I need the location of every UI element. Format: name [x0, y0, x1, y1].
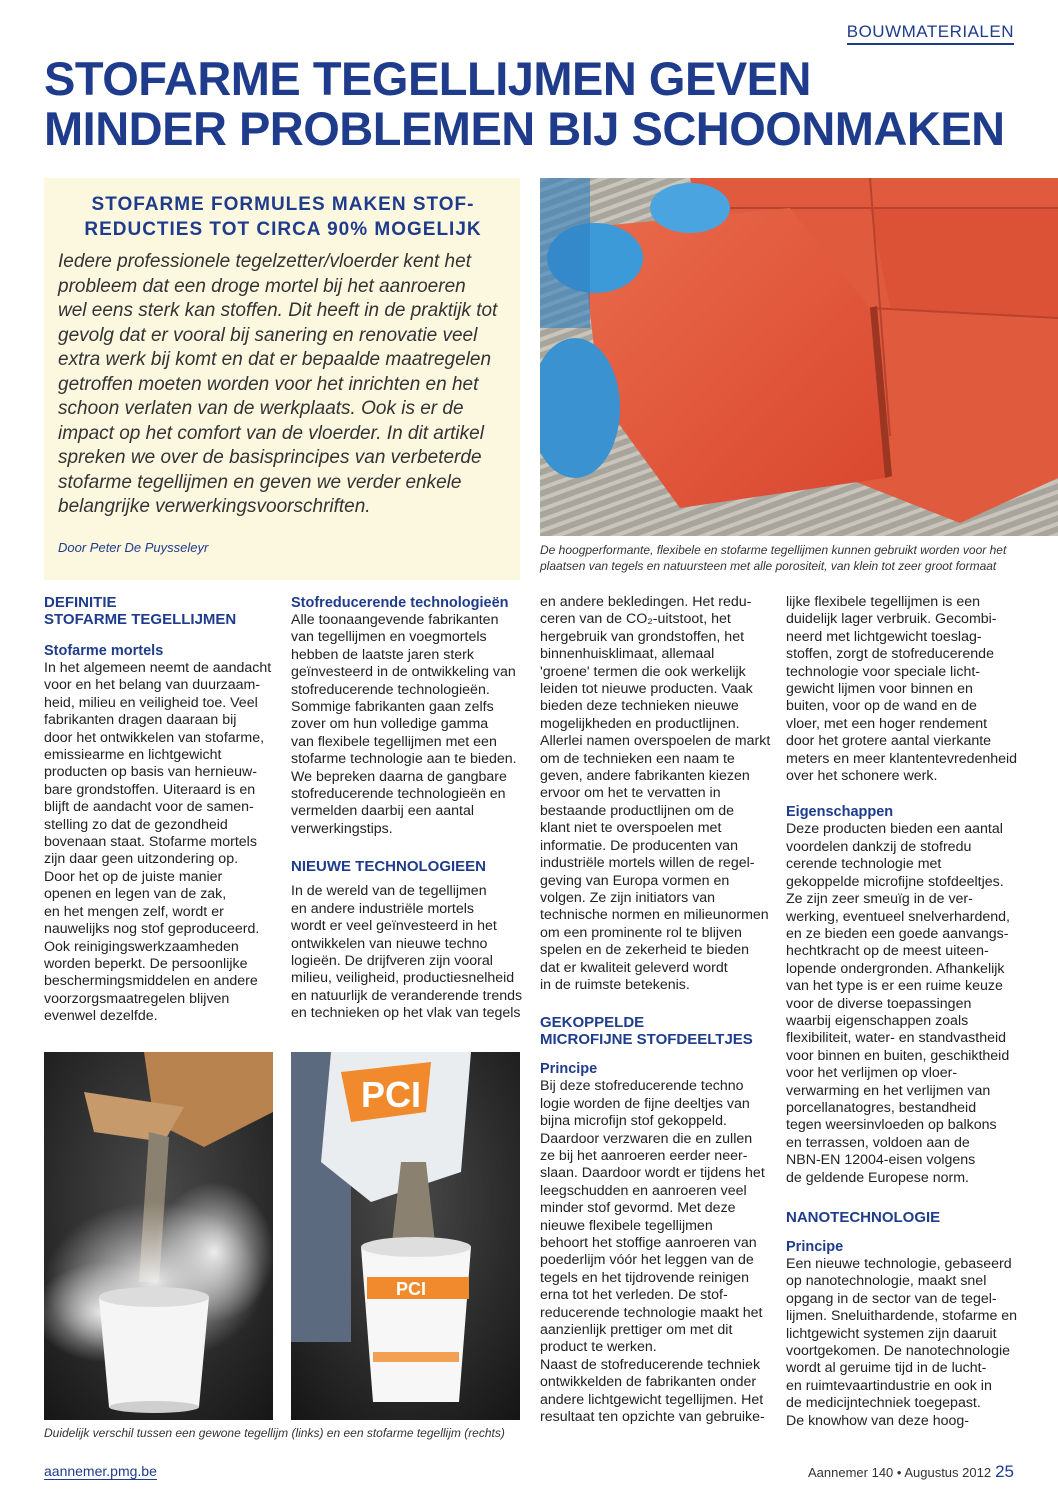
text-line: bare grondstoffen. Uiteraard is en	[44, 781, 256, 798]
section-heading-definitie	[44, 594, 270, 628]
text-line: stofreducerende technologieën en	[291, 786, 506, 803]
text-line: industriële mortels willen de regel-	[540, 855, 755, 872]
text-line: blijft de aandacht voor de samen-	[44, 799, 254, 816]
text-line: stelling zo dat de gezondheid	[44, 816, 228, 833]
text-line: wordt er veel geïnvesteerd in het	[291, 918, 497, 935]
text-line: We bepreken daarna de gangbare	[291, 768, 507, 785]
dusty-bucket-illustration	[44, 1052, 273, 1420]
text-line: en andere industriële mortels	[291, 900, 474, 917]
text-line: extra werk bij komt en dat er bepaalde maatregelen	[58, 349, 492, 370]
text-line: Deze producten bieden een aantal	[786, 821, 1003, 838]
text-line: Een nieuwe technologie, gebaseerd	[786, 1256, 1012, 1272]
text-line: milieu, veiligheid, productiesnelheid	[291, 970, 515, 987]
text-line: spelen en de zekerheid te bieden	[540, 942, 750, 959]
text-line: minder stof gevormd. Met deze	[540, 1200, 736, 1217]
intro-body	[58, 250, 508, 520]
text-line: meters en meer klantentevredenheid	[786, 750, 1018, 767]
text-line: gevolg dat er vooral bij sanering en renovatie veel	[58, 324, 478, 346]
text-line: impact op het comfort van de vloerder. In dit artikel	[58, 422, 484, 444]
text-line: werking, eventueel snelverhardend,	[786, 908, 1010, 925]
text-line: schoon verlaten van de werkplaats. Ook is er de	[58, 398, 464, 419]
text-line: door het grotere aantal vierkante	[786, 733, 992, 750]
text-line: logie worden de fijne deeltjes van	[540, 1095, 750, 1112]
text-line: neerd met lichtgewicht toeslag-	[786, 628, 982, 645]
text-line: vermelden daarbij een aantal	[291, 803, 474, 820]
text-line: leiden tot nieuwe producten. Vaak	[540, 681, 753, 698]
text-line: opgang in de sector van de tegel-	[786, 1290, 997, 1307]
text-line: de geldende Europese norm.	[786, 1169, 969, 1186]
text-line: flexibiliteit, water- en standvastheid	[786, 1030, 1007, 1047]
text-line: fabrikanten dragen daaraan bij	[44, 712, 237, 729]
text-line: en technieken op het vlak van tegels	[291, 1005, 521, 1022]
text-line: verwerkingstips.	[291, 820, 393, 837]
caption-top	[540, 542, 1050, 574]
text-line: van het type is er een ruime keuze	[786, 978, 1003, 995]
headline	[44, 54, 1024, 154]
text-line: en ruimtevaartindustrie en ook in	[786, 1377, 992, 1394]
text-line: producten op basis van hernieuw-	[44, 764, 257, 781]
text-line: tegels en het tijdrovende reinigen	[540, 1269, 750, 1286]
text-line: klant niet te overspoelen met	[540, 820, 722, 837]
text-line: voor en het belang van duurzaam-	[44, 677, 261, 694]
website-link[interactable]: aannemer.pmg.be	[44, 1463, 157, 1479]
text-line: stoffen, zorgt de stofreducerende	[786, 646, 994, 663]
subheading-principe: Principe	[540, 1061, 598, 1078]
column-2	[291, 594, 523, 1023]
text-line: slaan. Daardoor wordt er tijdens het	[540, 1165, 765, 1182]
text-line: ervoor om het te vervatten in	[540, 785, 721, 802]
text-line: beschermingsmiddelen en andere	[44, 973, 258, 990]
subheading-stofarme-mortels: Stofarme mortels	[44, 643, 164, 659]
intro-title-line: REDUCTIES TOT CIRCA 90% MOGELIJK	[84, 219, 482, 240]
text-line: Door het op de juiste manier	[44, 868, 223, 885]
text-line: en het mengen zelf, wordt er	[44, 903, 224, 920]
text-line: Sommige fabrikanten gaan zelfs	[291, 699, 494, 716]
text-line: reducerende technologie maakt het	[540, 1304, 763, 1321]
text-line: nauwelijks nog stof geproduceerd.	[44, 921, 260, 938]
text-line: tegen weersinvloeden op balkons	[786, 1117, 997, 1134]
column-3	[540, 594, 770, 1426]
headline-line: MINDER PROBLEMEN BIJ SCHOONMAKEN	[44, 102, 1005, 155]
text-line: stofarme technologie aan te bieden.	[291, 751, 517, 768]
byline: Door Peter De Puysseleyr	[58, 539, 209, 555]
issue-label: Aannemer 140 • Augustus 2012	[808, 1465, 992, 1480]
text-line: nieuwe flexibele tegellijmen	[540, 1217, 713, 1234]
text-line: Ook reinigingswerkzaamheden	[44, 938, 239, 955]
text-line: hechtkracht op de meest uiteen-	[786, 943, 989, 960]
text-line: getroffen moeten worden voor het inrichten en het	[58, 373, 479, 395]
text-line: bijna microfijn stof gekoppeld.	[540, 1113, 727, 1130]
text-line: NBN-EN 12004-eisen volgens	[786, 1152, 976, 1169]
section-heading-gekoppelde	[540, 1014, 770, 1048]
text-line: waarbij eigenschappen zoals	[786, 1012, 969, 1029]
text-line: erna tot het verleden. De stof-	[540, 1287, 728, 1304]
bag-brand-text: PCI	[361, 1074, 422, 1115]
text-line: cerende technologie met	[786, 856, 942, 873]
text-line: lopende ondergronden. Afhankelijk	[786, 960, 1005, 977]
bucket-brand-text: PCI	[396, 1279, 427, 1299]
text-line: porcellanatogres, bestandheid	[786, 1099, 977, 1116]
text-line: lijke flexibele tegellijmen is een	[786, 594, 980, 610]
text-line: op nanotechnologie, maakt snel	[786, 1273, 987, 1290]
text-line: van tegellijmen en voegmortels	[291, 629, 487, 646]
section-heading-nieuwe-technologieen: NIEUWE TECHNOLOGIEEN	[291, 858, 487, 876]
text-line: ontwikkelden de fabrikanten onder	[540, 1374, 757, 1391]
text-line: volgen. Ze zijn initiators van	[540, 889, 716, 906]
section-heading-nanotechnologie: NANOTECHNOLOGIE	[786, 1209, 941, 1226]
text-line: binnenhuisklimaat, allemaal	[540, 646, 715, 663]
subheading-stofreducerende: Stofreducerende technologieën	[291, 595, 509, 611]
text-line: van flexibele tegellijmen met een	[291, 733, 497, 750]
text-line: leegschudden en aanroeren veel	[540, 1182, 747, 1199]
text-line: geving van Europa vormen en	[540, 872, 730, 889]
text-line: hergebruik van grondstoffen, het	[540, 628, 745, 645]
tile-photo-illustration	[540, 178, 1058, 536]
text-line: dat er kwaliteit geleverd wordt	[540, 959, 728, 976]
text-line: voor het verlijmen op vloer-	[786, 1065, 958, 1082]
text-line: Daardoor verzwaren die en zullen	[540, 1130, 753, 1147]
column-4	[786, 594, 1016, 1430]
text-line: lijmen. Sneluithardende, stofarme en	[786, 1308, 1018, 1325]
clean-bucket-illustration	[291, 1052, 520, 1420]
text-line: 'groene' termen die ook werkelijk	[540, 663, 746, 680]
text-line: voor binnen en buiten, geschiktheid	[786, 1047, 1010, 1064]
caption-line: De hoogperformante, flexibele en stofarme tegellijmen kunnen gebruikt worden voor het	[540, 543, 1007, 557]
text-line: zover om hun volledige gamma	[291, 716, 489, 733]
column-4-body-2	[786, 821, 1016, 1187]
text-line: om een prominente rol te blijven	[540, 924, 742, 941]
text-line: voortgekomen. De nanotechnologie	[786, 1343, 1011, 1360]
column-4-body	[786, 594, 1016, 785]
text-line: In de wereld van de tegellijmen	[291, 883, 487, 900]
text-line: Bij deze stofreducerende techno	[540, 1078, 744, 1095]
text-line: stofarme tegellijmen en geven we verder enkele	[58, 471, 462, 493]
column-4-body-3	[786, 1256, 1016, 1430]
column-3-body-2	[540, 1078, 770, 1426]
text-line: heid, milieu en veiligheid toe. Veel	[44, 694, 258, 711]
heading-line: GEKOPPELDE	[540, 1014, 645, 1032]
text-line: ze bij het aanroeren eerder neer-	[540, 1147, 748, 1164]
text-line: probleem dat een droge mortel bij het aanroeren	[58, 275, 466, 297]
text-line: de medicijntechniek toegepast.	[786, 1395, 981, 1412]
headline-line: STOFARME TEGELLIJMEN GEVEN	[44, 52, 811, 105]
text-line: worden beperkt. De persoonlijke	[44, 955, 248, 972]
text-line: voordelen dankzij de stofredu	[786, 838, 972, 855]
text-line: mogelijkheden en productlijnen.	[540, 715, 740, 732]
text-line: openen en legen van de zak,	[44, 886, 227, 903]
text-line: bestaande productlijnen om de	[540, 802, 735, 819]
text-line: Allerlei namen overspoelen de markt	[540, 733, 771, 750]
text-line: De knowhow van deze hoog-	[786, 1412, 969, 1429]
text-line: en terrassen, voldoen aan de	[786, 1134, 970, 1151]
text-line: zijn daar geen uitzondering op.	[44, 851, 239, 868]
heading-line: STOFARME TEGELLIJMEN	[44, 611, 237, 628]
heading-line: MICROFIJNE STOFDEELTJES	[540, 1031, 753, 1049]
text-line: bieden deze technieken nieuwe	[540, 698, 739, 715]
text-line: lichtgewicht systemen zijn daaruit	[786, 1325, 997, 1342]
text-line: product te werken.	[540, 1339, 657, 1356]
text-line: Naast de stofreducerende techniek	[540, 1356, 761, 1373]
text-line: ontwikkelen van nieuwe techno	[291, 935, 488, 952]
text-line: voor de diverse toepassingen	[786, 995, 972, 1012]
text-line: aanzienlijk prettiger om met dit	[540, 1322, 733, 1339]
text-line: evenwel dezelfde.	[44, 1008, 158, 1025]
text-line: technische normen en milieunormen	[540, 907, 769, 924]
text-line: resultaat ten opzichte van gebruike-	[540, 1409, 765, 1426]
text-line: gewicht lijmen voor binnen en	[786, 681, 973, 698]
column-2-body-2	[291, 883, 523, 1022]
text-line: andere lichtgewicht tegellijmen. Het	[540, 1391, 764, 1408]
text-line: spreken we over de basisprincipes van verbeterde	[58, 447, 482, 468]
text-line: verwarming en het verlijmen van	[786, 1082, 991, 1099]
column-2-body	[291, 612, 519, 838]
text-line: behoort het stoffige aanroeren van	[540, 1235, 757, 1251]
text-line: en natuurlijk de veranderende trends	[291, 987, 523, 1004]
subheading-principe-2: Principe	[786, 1239, 844, 1255]
column-1	[44, 594, 270, 1026]
footer-issue	[808, 1462, 1014, 1482]
text-line: belangrijke verwerkingsvoorschriften.	[58, 496, 371, 517]
photo-dustfree-mortar	[291, 1052, 520, 1420]
text-line: door het ontwikkelen van stofarme,	[44, 729, 265, 746]
page-number: 25	[995, 1462, 1014, 1481]
photo-dusty-mortar	[44, 1052, 273, 1420]
text-line: technologie voor speciale licht-	[786, 663, 981, 680]
text-line: gekoppelde microfijne stofdeeltjes.	[786, 873, 1004, 890]
section-tag: BOUWMATERIALEN	[847, 22, 1014, 45]
text-line: geïnvesteerd in de ontwikkeling van	[291, 664, 516, 681]
text-line: buiten, voor op de wand en de	[786, 698, 977, 715]
text-line: vloer, met een hoger rendement	[786, 715, 988, 732]
text-line: Ze zijn zeer smeuïg in de ver-	[786, 891, 973, 908]
text-line: hebben de laatste jaren sterk	[291, 646, 474, 663]
caption-bottom: Duidelijk verschil tussen een gewone tegellijm (links) en een stofarme tegellijm (rechts)	[44, 1426, 505, 1440]
text-line: emissiearme en lichtgewicht	[44, 747, 222, 764]
text-line: Iedere professionele tegelzetter/vloerder kent het	[58, 251, 471, 272]
text-line: duidelijk lager verbruik. Gecombi-	[786, 611, 997, 628]
text-line: informatie. De producenten van	[540, 837, 738, 854]
intro-box	[44, 178, 520, 580]
text-line: in de ruimste betekenis.	[540, 976, 690, 993]
text-line: geven, andere fabrikanten kiezen	[540, 768, 750, 785]
column-1-body	[44, 660, 270, 1026]
text-line: wordt al geruime tijd in de lucht-	[786, 1360, 987, 1377]
text-line: ceren van de CO₂-uitstoot, het	[540, 611, 731, 628]
intro-title	[58, 192, 508, 242]
text-line: poederlijm vóór het leggen van de	[540, 1252, 754, 1269]
text-line: In het algemeen neemt de aandacht	[44, 660, 272, 676]
text-line: voorzorgsmaatregelen blijven	[44, 990, 230, 1007]
photo-tile-laying	[540, 178, 1058, 536]
text-line: logieën. De drijfveren zijn vooral	[291, 952, 493, 969]
text-line: bovenaan staat. Stofarme mortels	[44, 834, 257, 851]
column-3-body	[540, 594, 770, 994]
text-line: om de technieken een naam te	[540, 750, 735, 767]
text-line: wel eens sterk kan stoffen. Dit heeft in de praktijk tot	[58, 300, 498, 321]
caption-line: plaatsen van tegels en natuursteen met alle porositeit, van klein tot zeer groot formaat	[540, 559, 997, 573]
text-line: en andere bekledingen. Het redu-	[540, 594, 752, 610]
heading-line: DEFINITIE	[44, 594, 117, 611]
text-line: Alle toonaangevende fabrikanten	[291, 612, 499, 628]
subheading-eigenschappen: Eigenschappen	[786, 804, 894, 821]
text-line: over het schonere werk.	[786, 768, 938, 785]
text-line: stofreducerende technologieën.	[291, 681, 490, 698]
intro-title-line: STOFARME FORMULES MAKEN STOF-	[91, 194, 475, 215]
text-line: en ze bieden een goede aanvangs-	[786, 925, 1009, 942]
